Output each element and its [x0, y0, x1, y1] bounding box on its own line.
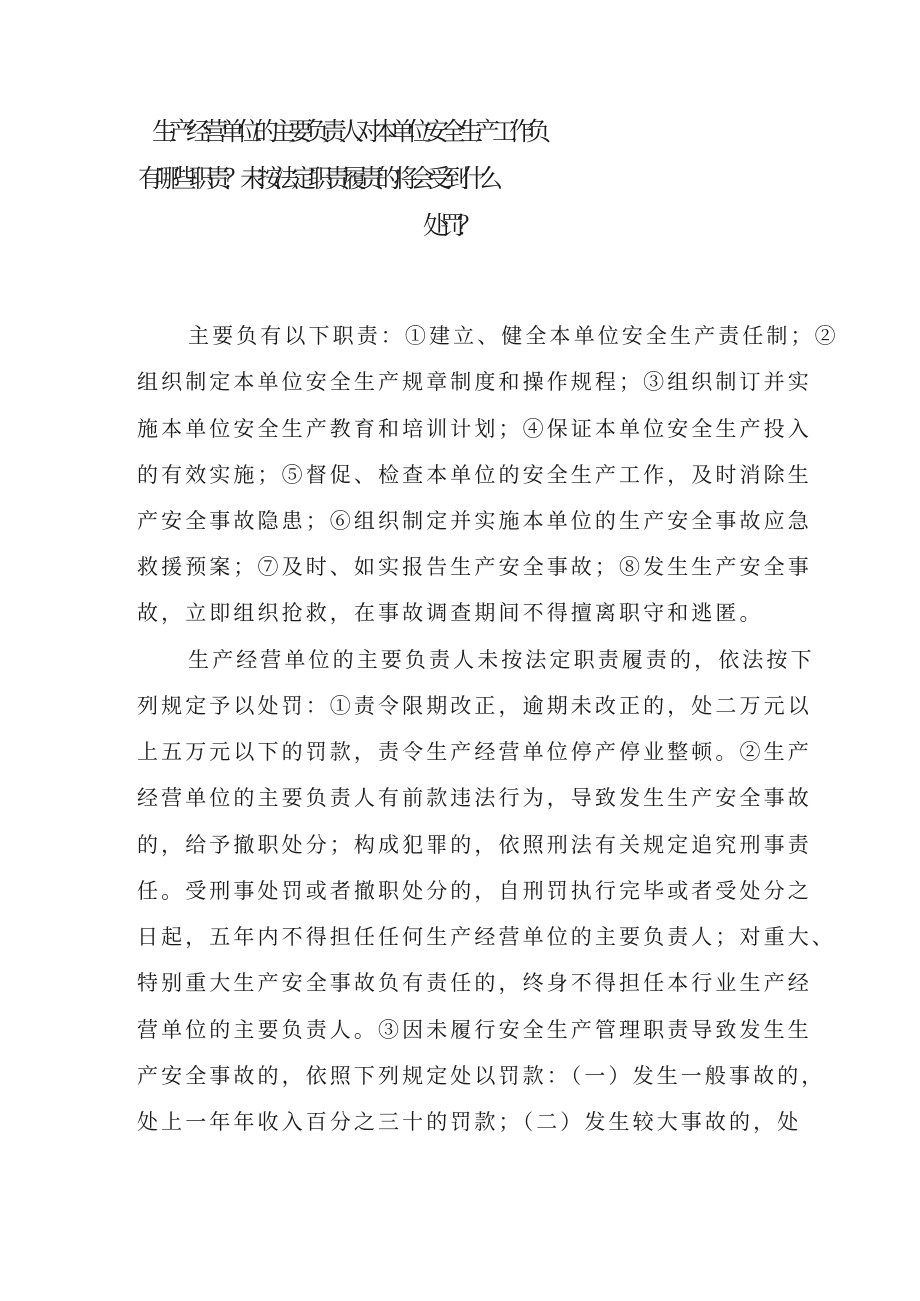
- paragraph-2-line: 任。受刑事处罚或者撤职处分的，自刑罚执行完毕或者受处分之: [137, 879, 812, 903]
- paragraph-1-line: 救援预案；⑦及时、如实报告生产安全事故；⑧发生生产安全事: [137, 555, 812, 579]
- paragraph-2-line: 生产经营单位的主要负责人未按法定职责履责的，依法按下: [188, 648, 815, 672]
- paragraph-2-line: 处上一年年收入百分之三十的罚款；（二）发生较大事故的，处: [137, 1110, 802, 1134]
- title-line-2: 有哪些职责？未按法定职责履责的将会受到什么: [138, 164, 496, 193]
- paragraph-1-line: 的有效实施；⑤督促、检查本单位的安全生产工作，及时消除生: [137, 463, 812, 487]
- paragraph-2-line: 产安全事故的，依照下列规定处以罚款：（一）发生一般事故的，: [137, 1064, 826, 1088]
- title-line-3: 处罚？: [423, 211, 475, 240]
- paragraph-1-line: 产安全事故隐患；⑥组织制定并实施本单位的生产安全事故应急: [137, 509, 812, 533]
- paragraph-2-line: 日起，五年内不得担任任何生产经营单位的主要负责人；对重大、: [137, 925, 836, 949]
- paragraph-1-line: 组织制定本单位安全生产规章制度和操作规程；③组织制订并实: [137, 370, 812, 394]
- paragraph-2-line: 经营单位的主要负责人有前款违法行为，导致发生生产安全事故: [137, 786, 812, 810]
- paragraph-2-line: 营单位的主要负责人。③因未履行安全生产管理职责导致发生生: [137, 1018, 812, 1042]
- title-line-1: 生产经营单位的主要负责人对本单位安全生产工作负: [152, 117, 544, 146]
- paragraph-2-line: 列规定予以处罚：①责令限期改正，逾期未改正的，处二万元以: [137, 694, 812, 718]
- paragraph-1-line: 故，立即组织抢救，在事故调查期间不得擅离职守和逃匿。: [137, 601, 764, 625]
- paragraph-2-line: 上五万元以下的罚款，责令生产经营单位停产停业整顿。②生产: [137, 740, 812, 764]
- paragraph-2-line: 特别重大生产安全事故负有责任的，终身不得担任本行业生产经: [137, 971, 812, 995]
- paragraph-2-line: 的，给予撤职处分；构成犯罪的，依照刑法有关规定追究刑事责: [137, 833, 812, 857]
- paragraph-1-line: 主要负有以下职责：①建立、健全本单位安全生产责任制；②: [188, 324, 839, 348]
- paragraph-1-line: 施本单位安全生产教育和培训计划；④保证本单位安全生产投入: [137, 417, 812, 441]
